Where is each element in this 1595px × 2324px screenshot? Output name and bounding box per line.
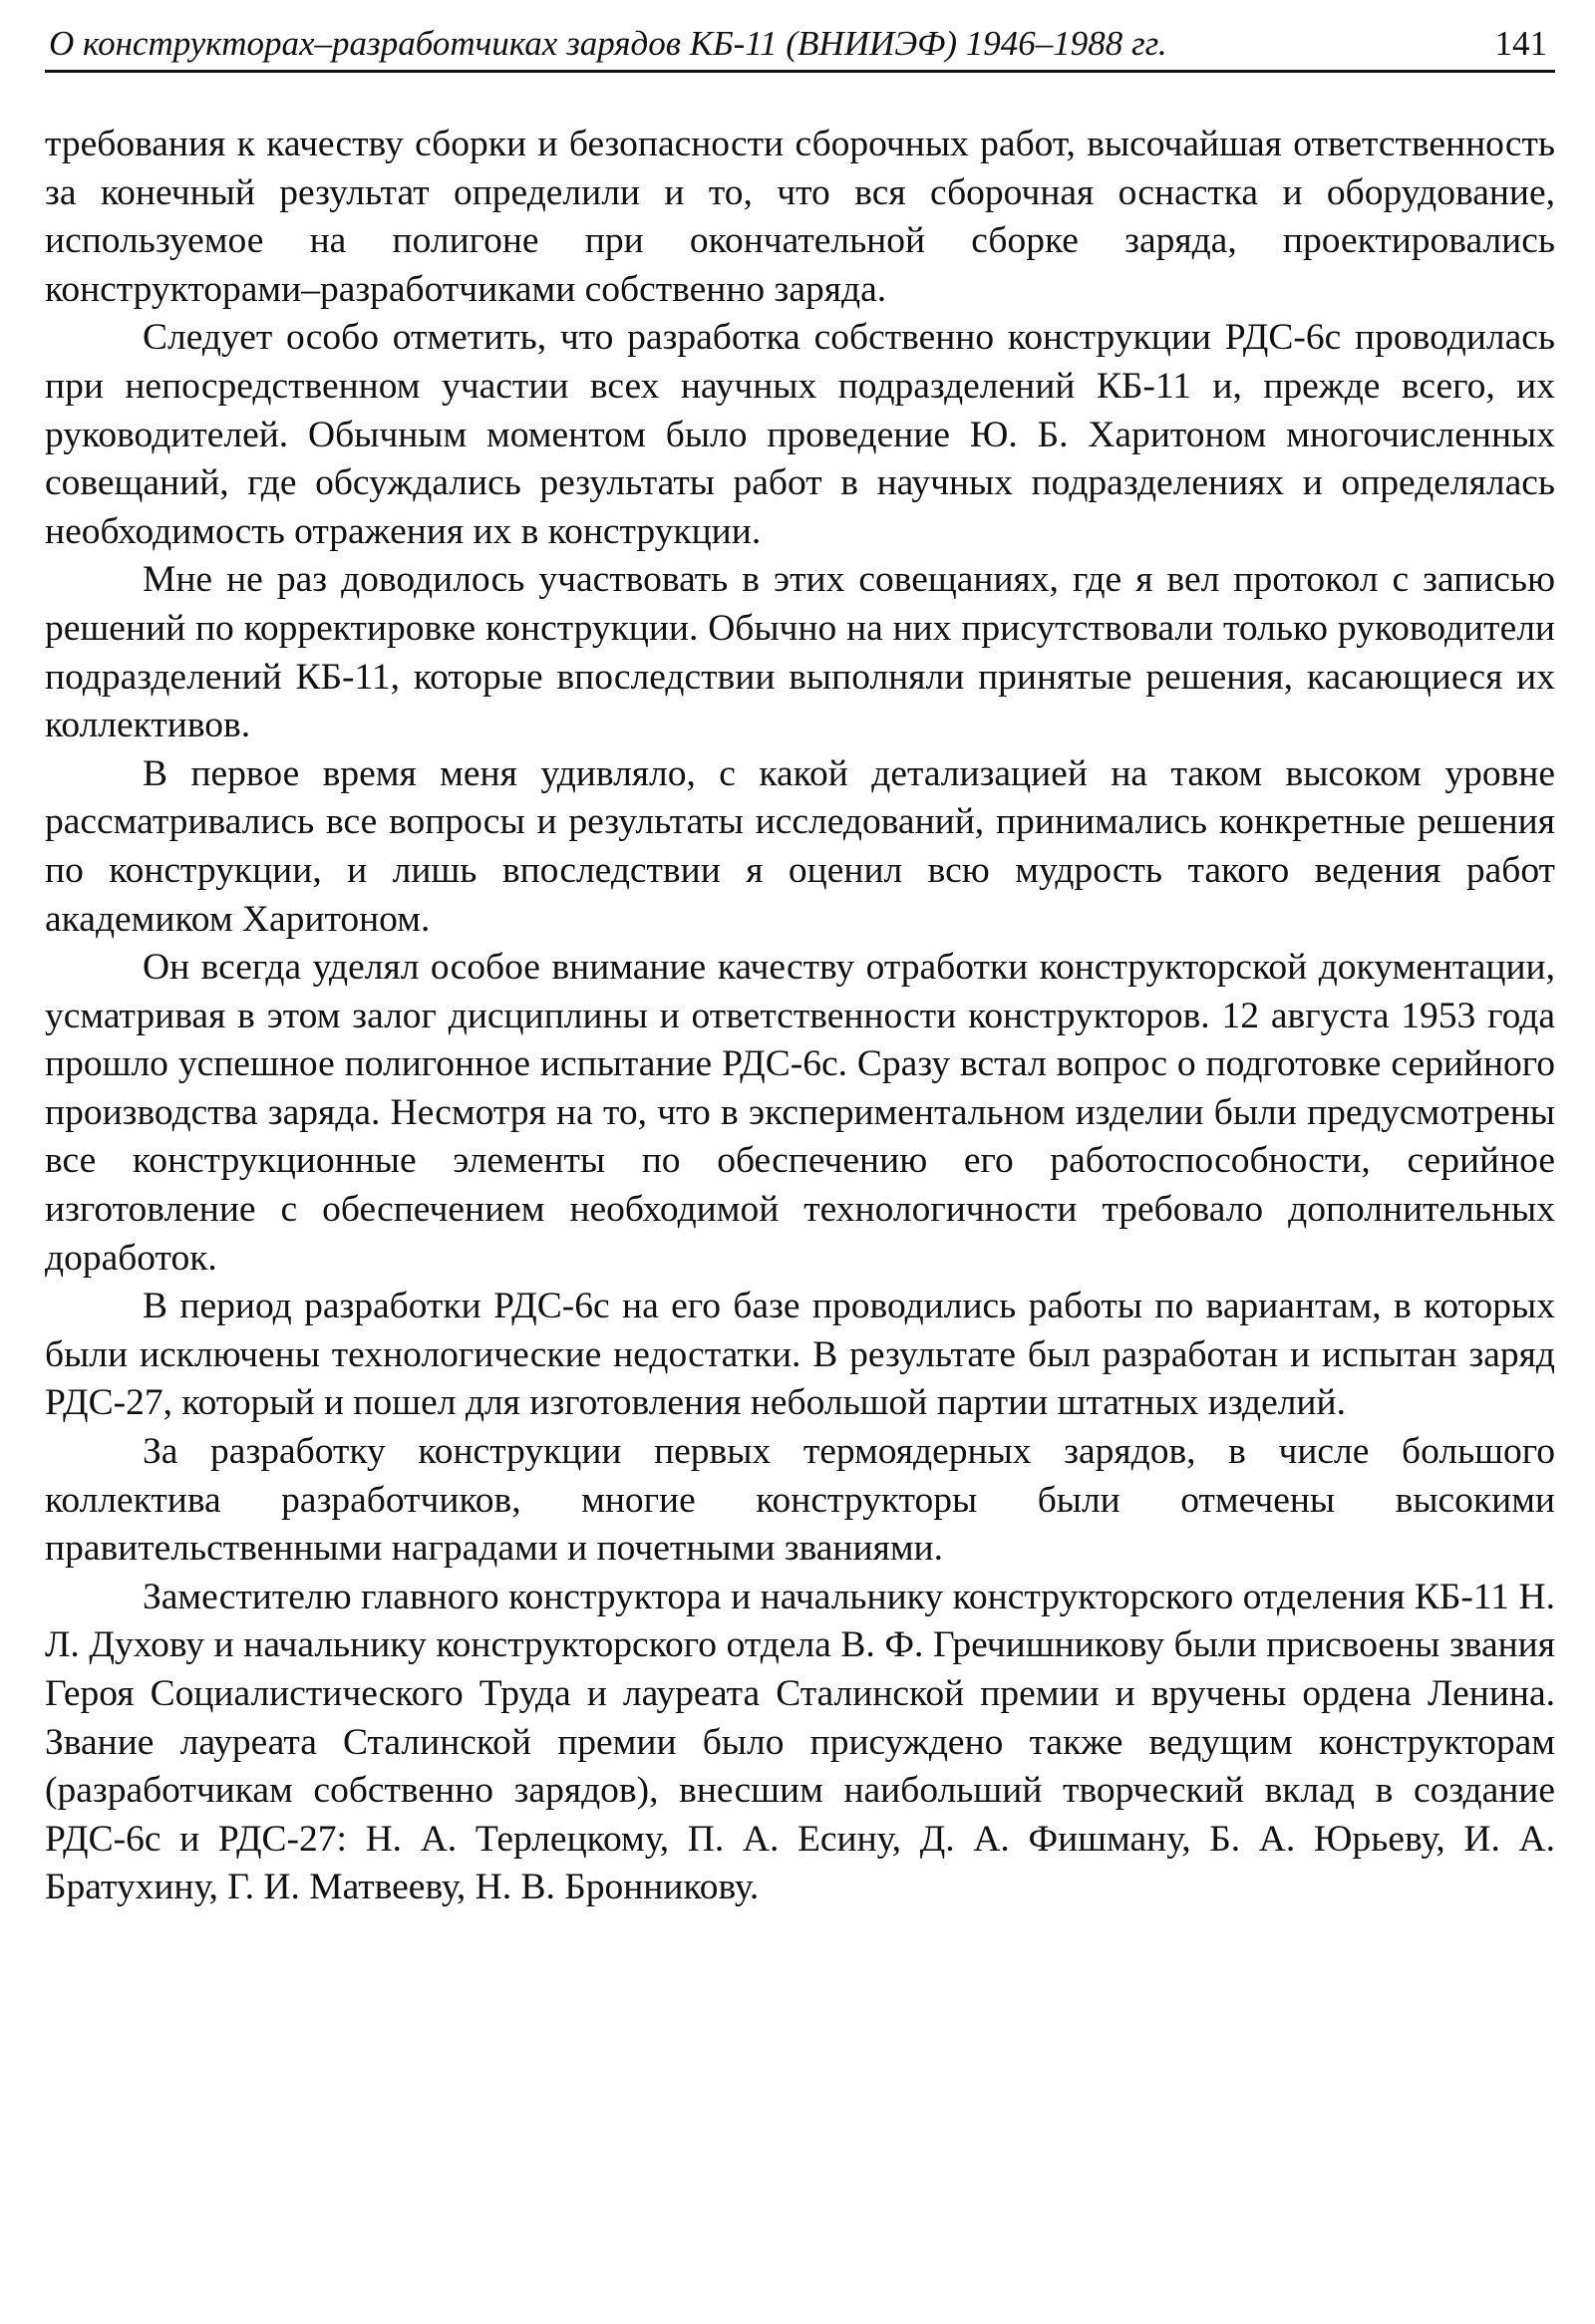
paragraph: Заместителю главного конструктора и начальнику конструкторского отделения КБ-11 Н. Л. Духову и начальнику конструкторского отдела В. Ф. Гречишникову были присвоены звания Героя Социалистического Труда и лауреата Сталинской премии и вручены ордена Ленина. Звание лауреата Сталинской премии было присуждено также ведущим конструкторам (разработчикам собственно зарядов), внесшим наибольший творческий вклад в создание РДС-6с и РДС-27: Н. А. Терлецкому, П. А. Есину, Д. А. Фишману, Б. А. Юрьеву, И. А. Братухину, Г. И. Матвееву, Н. В. Бронникову. [45, 1576, 1555, 1908]
page-number: 141 [1494, 24, 1547, 63]
paragraph: Он всегда уделял особое внимание качеству отработки конструкторской документации, усматривая в этом залог дисциплины и ответственности конструкторов. 12 августа 1953 года прошло успешное полигонное испытание РДС-6с. Сразу встал вопрос о подготовке серийного производства заряда. Несмотря на то, что в экспериментальном изделии были предусмотрены все конструкционные элементы по обеспечению его работоспособности, серийное изготовление с обеспечением необходимой технологичности требовало дополнительных доработок. [45, 947, 1555, 1279]
running-head-title: О конструкторах–разработчиках зарядов КБ-11 (ВНИИЭФ) 1946–1988 гг. [49, 24, 1167, 63]
paragraph: В первое время меня удивляло, с какой детализацией на таком высоком уровне рассматривались все вопросы и результаты исследований, принимались конкретные решения по конструкции, и лишь впоследствии я оценил всю мудрость такого ведения работ академиком Харитоном. [45, 752, 1555, 940]
header-rule [45, 70, 1555, 73]
paragraph: Мне не раз доводилось участвовать в этих совещаниях, где я вел протокол с записью решений по корректировке конструкции. Обычно на них присутствовали только руководители подразделений КБ-11, которые впоследствии выполняли принятые решения, касающиеся их коллективов. [45, 559, 1555, 746]
book-page [45, 22, 1555, 1912]
paragraph: В период разработки РДС-6с на его базе проводились работы по вариантам, в которых были исключены технологические недостатки. В результате был разработан и испытан заряд РДС-27, который и пошел для изготовления небольшой партии штатных изделий. [45, 1286, 1555, 1424]
paragraph-continued: требования к качеству сборки и безопасности сборочных работ, высочайшая ответственность за конечный результат определили и то, что вся сборочная оснастка и оборудование, используемое на полигоне при окончательной сборке заряда, проектировались конструкторами–разработчиками собственно заряда. [45, 124, 1555, 310]
paragraph: За разработку конструкции первых термоядерных зарядов, в числе большого коллектива разработчиков, многие конструкторы были отмечены высокими правительственными наградами и почетными званиями. [45, 1431, 1555, 1570]
running-head [45, 22, 1555, 68]
body-text [45, 121, 1555, 1912]
paragraph: Следует особо отметить, что разработка собственно конструкции РДС-6с проводилась при непосредственном участии всех научных подразделений КБ-11 и, прежде всего, их руководителей. Обычным моментом было проведение Ю. Б. Харитоном многочисленных совещаний, где обсуждались результаты работ в научных подразделениях и определялась необходимость отражения их в конструкции. [45, 317, 1555, 552]
